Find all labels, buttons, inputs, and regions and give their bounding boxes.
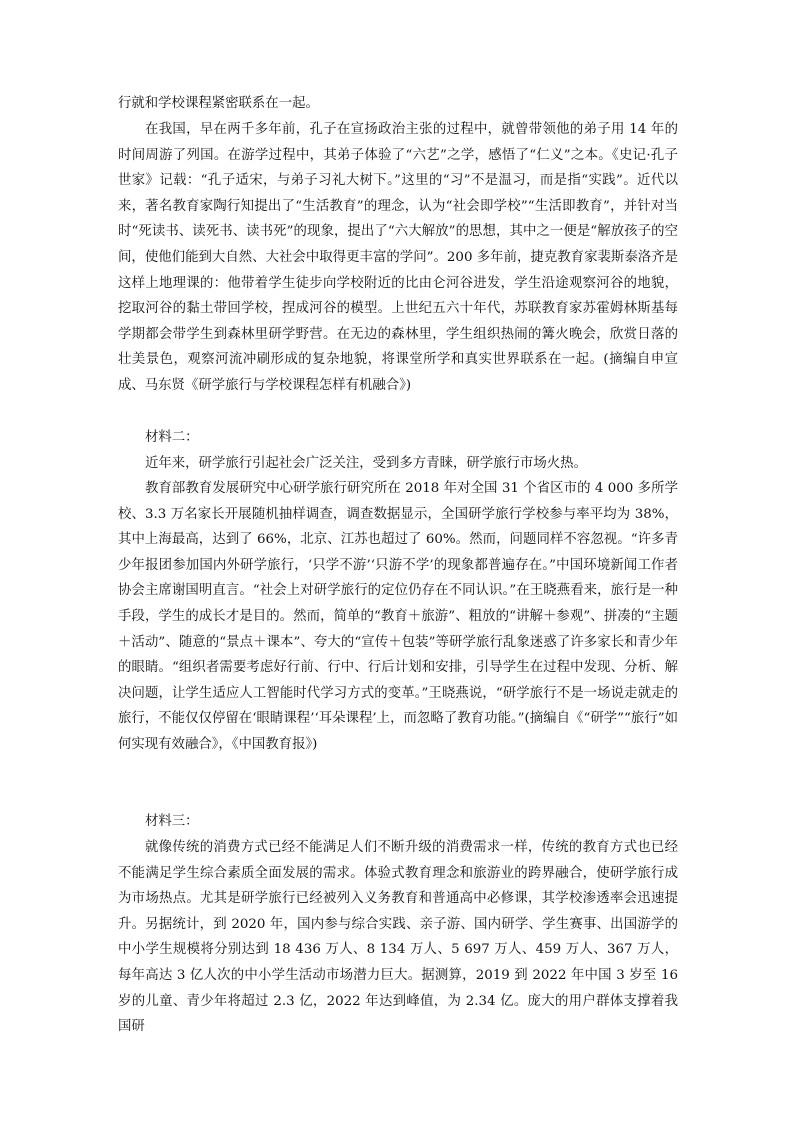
paragraph-continuation: 行就和学校课程紧密联系在一起。 (118, 96, 319, 111)
section-label-material-two: 材料二： (145, 430, 199, 445)
material-three-body (118, 835, 678, 1040)
paragraph-market: 就像传统的消费方式已经不能满足人们不断升级的消费需求一样，传统的教育方式也已经不能满足学生综合素质全面发展的需求。体验式教育理念和旅游业的跨界融合，使研学旅行成为市场热点。尤其是研学旅行已经被列入义务教育和普通高中必修课，其学校渗透率会迅速提升。另据统计，到 2020 年，国内参与综合实践、亲子游、国内研学、学生赛事、出国游学的中小学生规模将分别达到 18 436 万人、8 134 万人、5 697 万人、459 万人、367 万人，每年高达 3 亿人次的中小学生活动市场潜力巨大。据测算，2019 到 2022 年中国 3 岁至 16 岁的儿童、青少年将超过 2.3 亿，2022 年达到峰值，为 2.34 亿。庞大的用户群体支撑着我国研 (118, 840, 678, 1035)
paragraph-survey: 教育部教育发展研究中心研学旅行研究所在 2018 年对全国 31 个省区市的 4 000 多所学校、3.3 万名家长开展随机抽样调查，调查数据显示，全国研学旅行学校参与率平均为 38%，其中上海最高，达到了 66%，北京、江苏也超过了 60%。然而，问题同样不容忽视。“许多青少年报团参加国内外研学旅行，‘只学不游’‘只游不学’的现象都普遍存在。”中国环境新闻工作者协会主席谢国明直言。“社会上对研学旅行的定位仍存在不同认识。”在王晓燕看来，旅行是一种手段，学生的成长才是目的。然而，简单的“教育＋旅游”、粗放的“讲解＋参观”、拼凑的“主题＋活动”、随意的“景点＋课本”、夸大的“宣传＋包装”等研学旅行乱象迷惑了许多家长和青少年的眼睛。“组织者需要考虑好行前、行中、行后计划和安排，引导学生在过程中发现、分析、解决问题，让学生适应人工智能时代学习方式的变革。”王晓燕说，“研学旅行不是一场说走就走的旅行，不能仅仅停留在‘眼睛课程’‘耳朵课程’上，而忽略了教育功能。”(摘编自《“研学”“旅行”如何实现有效融合》，《中国教育报》) (118, 481, 678, 752)
material-one-body (118, 117, 678, 399)
continued-paragraph (118, 91, 678, 117)
material-three-heading (118, 809, 678, 835)
paragraph-history: 在我国，早在两千多年前，孔子在宣扬政治主张的过程中，就曾带领他的弟子用 14 年的时间周游了列国。在游学过程中，其弟子体验了“六艺”之学，感悟了“仁义”之本。《史记·孔子世家》记载：“孔子适宋，与弟子习礼大树下。”这里的“习”不是温习，而是指“实践”。近代以来，著名教育家陶行知提出了“生活教育”的理念，认为“社会即学校”“生活即教育”，并针对当时“死读书、读死书、读书死”的现象，提出了“六大解放”的思想，其中之一便是“解放孩子的空间，使他们能到大自然、大社会中取得更丰富的学问”。200 多年前，捷克教育家裴斯泰洛齐是这样上地理课的：他带着学生徒步向学校附近的比由仑河谷进发，学生沿途观察河谷的地貌，挖取河谷的黏土带回学校，捏成河谷的模型。上世纪五六十年代，苏联教育家苏霍姆林斯基每学期都会带学生到森林里研学野营。在无边的森林里，学生组织热闹的篝火晚会，欣赏日落的壮美景色，观察河流冲刷形成的复杂地貌，将课堂所学和真实世界联系在一起。(摘编自申宣成、马东贤《研学旅行与学校课程怎样有机融合》) (118, 122, 678, 393)
paragraph-intro: 近年来，研学旅行引起社会广泛关注，受到多方青睐，研学旅行市场火热。 (145, 456, 587, 471)
material-two-body (118, 476, 678, 758)
section-label-material-three: 材料三： (145, 814, 199, 829)
material-two-intro (118, 451, 678, 477)
material-two-heading (118, 425, 678, 451)
